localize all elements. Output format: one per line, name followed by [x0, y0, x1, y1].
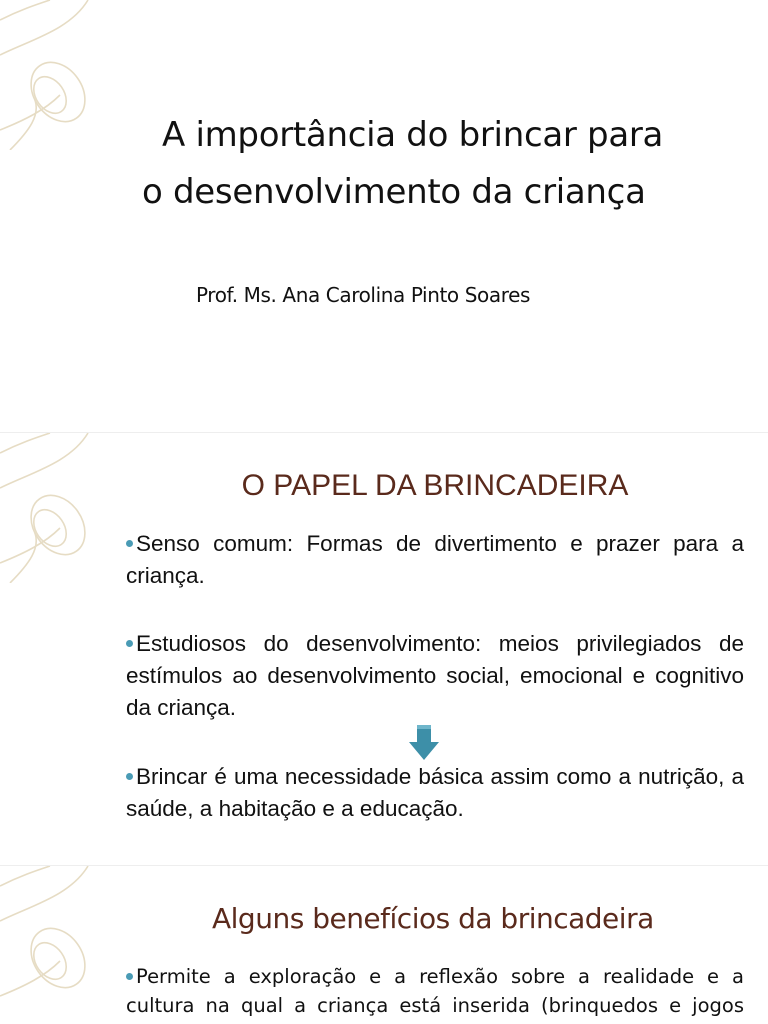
slide-papel-brincadeira — [0, 433, 768, 865]
slide-heading: O PAPEL DA BRINCADEIRA — [241, 469, 629, 502]
slide-title — [0, 0, 768, 432]
swirl-decoration-icon — [0, 0, 90, 150]
slide-heading: Alguns benefícios da brincadeira — [212, 902, 654, 935]
bullet-text: Estudiosos do desenvolvimento: meios privilegiados de estímulos ao desenvolvimento social, emocional e cognitivo da criança. — [126, 631, 744, 720]
bullet-text: Brincar é uma necessidade básica assim como a nutrição, a saúde, a habitação e a educação. — [126, 764, 744, 821]
slide-title-line-1: A importância do brincar para — [162, 115, 664, 155]
author-name: Prof. Ms. Ana Carolina Pinto Soares — [196, 283, 531, 307]
down-arrow-icon — [408, 725, 440, 761]
bullet-dot-icon — [126, 773, 133, 780]
swirl-decoration-icon — [0, 866, 90, 1016]
bullet-item — [126, 761, 744, 825]
swirl-decoration-icon — [0, 433, 90, 583]
bullet-dot-icon — [126, 640, 133, 647]
bullet-dot-icon — [126, 973, 133, 980]
bullet-item — [126, 962, 744, 1020]
slide-beneficios — [0, 866, 768, 1024]
bullet-text: Permite a exploração e a reflexão sobre a realidade e a cultura na qual a criança está inserida (brinquedos e jogos — [126, 965, 744, 1017]
bullet-text: Senso comum: Formas de divertimento e prazer para a criança. — [126, 531, 744, 588]
bullet-dot-icon — [126, 540, 133, 547]
bullet-item — [126, 528, 744, 592]
bullet-item — [126, 628, 744, 724]
slide-title-line-2: o desenvolvimento da criança — [142, 172, 646, 212]
